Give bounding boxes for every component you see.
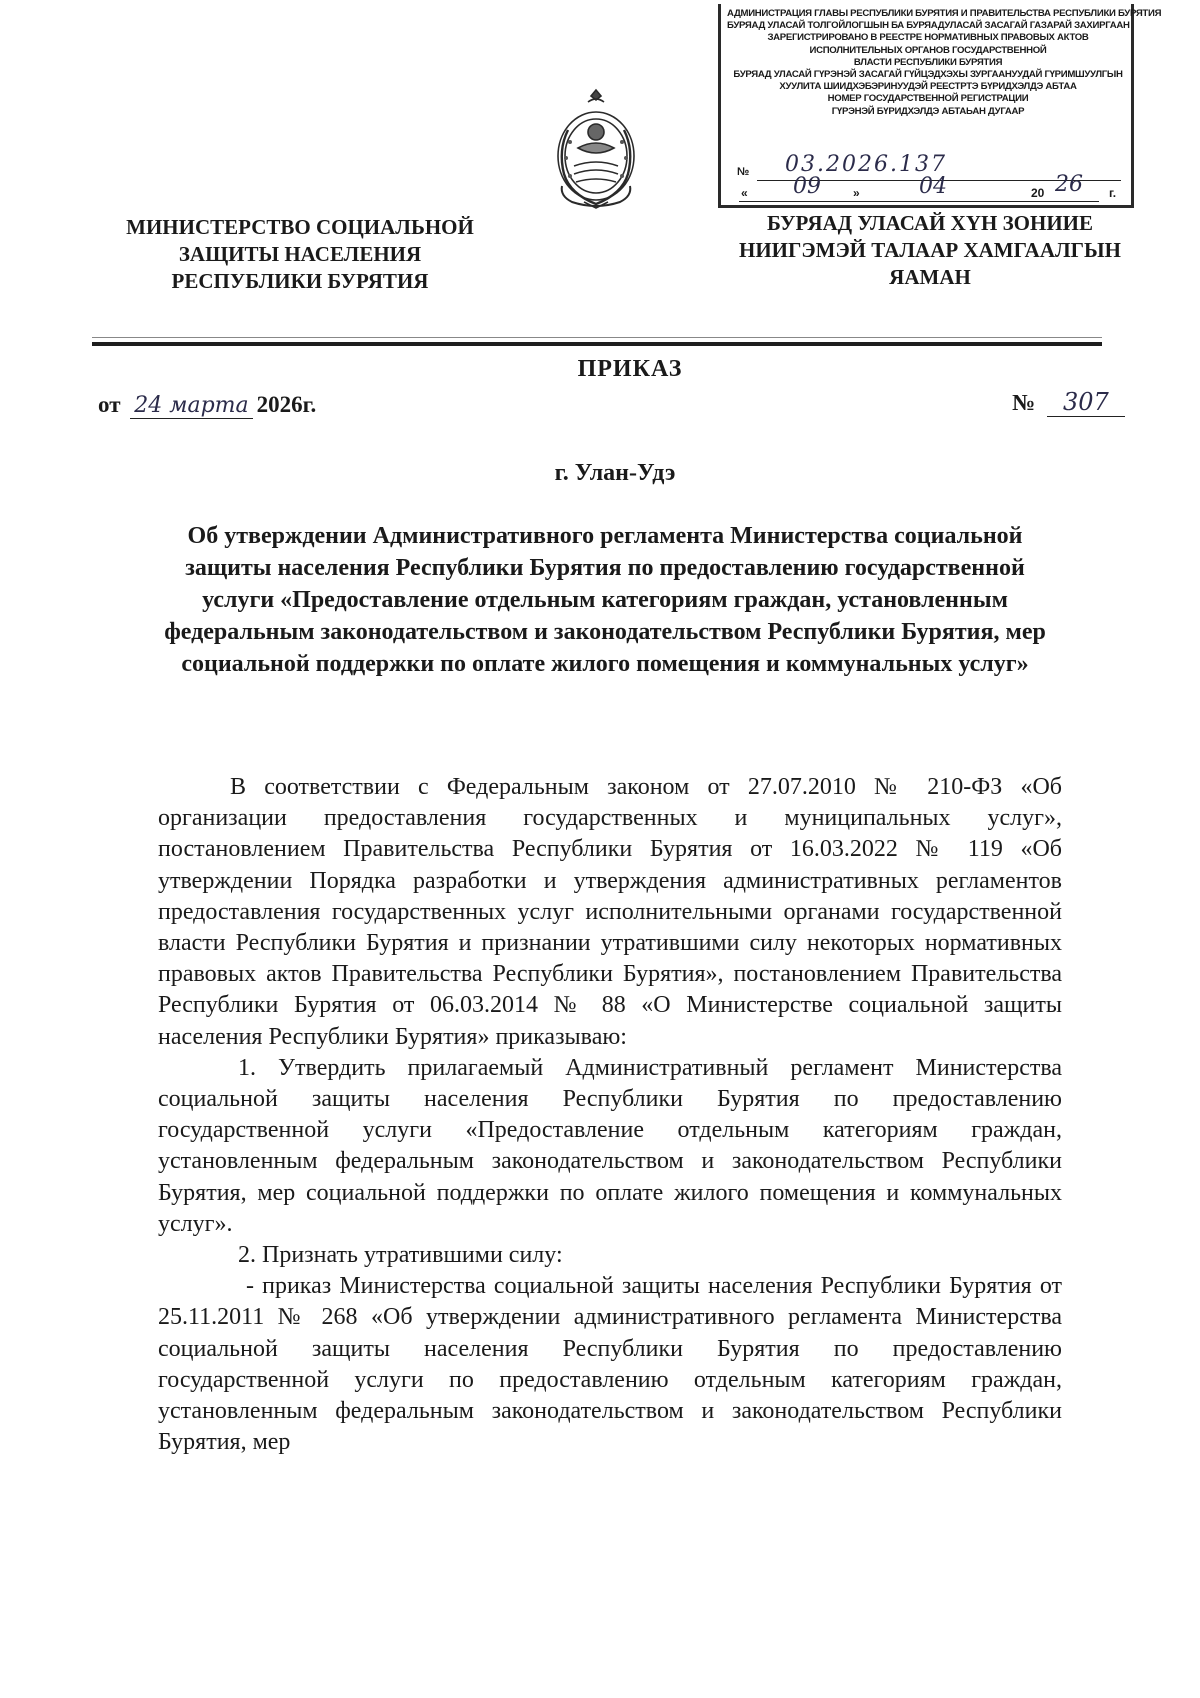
ministry-bur-line-2: НИИГЭМЭЙ ТАЛААР ХАМГААЛГЫН xyxy=(739,238,1121,262)
order-date-handwritten: 24 марта xyxy=(130,393,252,419)
ministry-name-russian xyxy=(110,214,490,295)
order-date-year: 2026г. xyxy=(256,392,317,417)
stamp-line: ИСПОЛНИТЕЛЬНЫХ ОРГАНОВ ГОСУДАРСТВЕННОЙ xyxy=(809,44,1047,56)
registration-stamp xyxy=(718,4,1162,208)
stamp-line: БУРЯАД УЛАСАЙ ГҮРЭНЭЙ ЗАСАГАЙ ГҮЙЦЭДХЭХЫ ЗУРГААНУУДАЙ ГҮРИМШУУЛГЫН xyxy=(733,69,1123,81)
stamp-date-close-quote: » xyxy=(853,186,860,200)
body-paragraph-item-1: 1. Утвердить прилагаемый Административный регламент Министерства социальной защиты населения Республики Бурятия по предоставлению государственной услуги «Предоставление отдельным категориям граждан, установленным федеральным законодательством и законодательством Республики Бурятия, мер социальной поддержки по оплате жилого помещения и коммунальных услуг». xyxy=(158,1054,1062,1237)
ministry-name-buryat xyxy=(700,210,1160,291)
stamp-line: ЗАРЕГИСТРИРОВАНО В РЕЕСТРЕ НОРМАТИВНЫХ ПРАВОВЫХ АКТОВ xyxy=(767,32,1089,44)
stamp-registration-number: 03.2026.137 xyxy=(785,152,947,177)
body-paragraph-item-2: 2. Признать утратившими силу: xyxy=(238,1242,563,1269)
order-title: Об утверждении Административного регламента Министерства социальной защиты населения Республики Бурятия по предоставлению государственной услуги «Предоставление отдельным категориям граждан, установленным федеральным законодательством и законодательством Республики Бурятия, мер социальной поддержки по оплате жилого помещения и коммунальных услуг» xyxy=(164,523,1046,677)
stamp-date-suffix: г. xyxy=(1109,186,1117,200)
stamp-date-underline xyxy=(739,201,1099,202)
ministry-ru-line-1: МИНИСТЕРСТВО СОЦИАЛЬНОЙ xyxy=(126,215,474,239)
ministry-ru-line-2: ЗАЩИТЫ НАСЕЛЕНИЯ xyxy=(178,242,422,266)
stamp-line: ГҮРЭНЭЙ БҮРИДХЭЛДЭ АБТАЬАН ДУГААР xyxy=(831,105,1025,117)
body-paragraph-preamble: В соответствии с Федеральным законом от 27.07.2010 № 210-ФЗ «Об организации предоставления государственных и муниципальных услуг», постановлением Правительства Республики Бурятия от 16.03.2022 № 119 «Об утверждении Порядка разработки и утверждения административных регламентов предоставления государственных услуг исполнительными органами государственной власти Республики Бурятия и признании утратившими силу некоторых нормативных правовых актов Правительства Республики Бурятия», постановлением Правительства Республики Бурятия от 06.03.2014 № 88 «О Министерстве социальной защиты населения Республики Бурятия» приказываю: xyxy=(158,774,1062,1050)
stamp-line: НОМЕР ГОСУДАРСТВЕННОЙ РЕГИСТРАЦИИ xyxy=(827,93,1029,105)
order-date-prefix: от xyxy=(98,392,121,417)
stamp-date-month: 04 xyxy=(919,174,947,199)
ministry-bur-line-1: БУРЯАД УЛАСАЙ ХҮН ЗОНИИЕ xyxy=(767,211,1093,235)
stamp-line: ВЛАСТИ РЕСПУБЛИКИ БУРЯТИЯ xyxy=(853,56,1003,68)
stamp-line: БУРЯАД УЛАСАЙ ТОЛГОЙЛОГШЫН БА БУРЯАДУЛАСАЙ ЗАСАГАЙ ГАЗАРАЙ ЗАХИРГААН xyxy=(727,20,1130,32)
document-body xyxy=(158,772,1062,1458)
ministry-bur-line-3: ЯАМАН xyxy=(889,265,971,289)
order-number-label: № xyxy=(1012,390,1036,415)
header-divider-thin xyxy=(92,337,1102,338)
coat-of-arms-emblem xyxy=(548,86,644,210)
order-number xyxy=(1012,388,1125,417)
document-heading: ПРИКАЗ xyxy=(577,356,683,382)
stamp-text xyxy=(727,8,1162,118)
stamp-line: ХУУЛИТА ШИИДХЭБЭРИНУУДЭЙ РЕЕСТРТЭ БҮРИДХЭЛДЭ АБТАА xyxy=(779,81,1077,93)
order-number-handwritten: 307 xyxy=(1047,388,1125,417)
city-name: г. Улан-Удэ xyxy=(554,460,676,486)
order-date xyxy=(98,392,316,418)
ministry-ru-line-3: РЕСПУБЛИКИ БУРЯТИЯ xyxy=(171,269,429,293)
header-divider xyxy=(92,342,1102,346)
body-paragraph-repeal: - приказ Министерства социальной защиты населения Республики Бурятия от 25.11.2011 № 268 «Об утверждении административного регламента Министерства социальной защиты населения Республики Бурятия по предоставлению государственной услуги по предоставлению отдельным категориям граждан, установленным федеральным законодательством и законодательством Республики Бурятия, мер xyxy=(158,1273,1062,1456)
stamp-date-year-prefix: 20 xyxy=(1031,186,1045,200)
stamp-date-day: 09 xyxy=(793,174,821,199)
stamp-date-year: 26 xyxy=(1055,172,1083,197)
stamp-line: АДМИНИСТРАЦИЯ ГЛАВЫ РЕСПУБЛИКИ БУРЯТИЯ И ПРАВИТЕЛЬСТВА РЕСПУБЛИКИ БУРЯТИЯ xyxy=(727,8,1162,19)
stamp-date-open-quote: « xyxy=(741,186,748,200)
stamp-number-label: № xyxy=(737,166,750,178)
